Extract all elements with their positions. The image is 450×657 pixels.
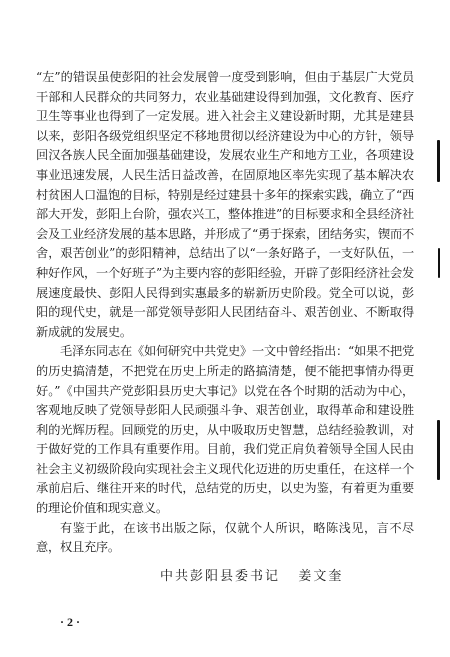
paragraph-1: “左”的错误虽使彭阳的社会发展曾一度受到影响，但由于基层广大党员干部和人民群众的共同努力，农业基础建设得到加强，文化教育、医疗卫生等事业也得到了一定发展。进入社会主义建设新时期，尤其是建县以来，彭阳各级党组织坚定不移地贯彻以经济建设为中心的方针，领导回汉各族人民全面加强基础建设，发展农业生产和地方工业，各项建设事业迅速发展，人民生活日益改善，在固原地区率先实现了基本解决农村贫困人口温饱的目标，特别是经过建县十多年的探索实践，确立了“西部大开发，彭阳上台阶，强农兴工，整体推进”的目标要求和全县经济社会及工业经济发展的基本思路，并形成了“勇于探索，团结务实，锲而不舍，艰苦创业”的彭阳精神，总结出了以“一条好路子，一支好队伍，一种好作风，一个好班子”为主要内容的彭阳经验，开辟了彭阳经济社会发展速度最快、彭阳人民得到实惠最多的崭新历史阶段。党全可以说，彭阳的现代史，就是一部党领导彭阳人民团结奋斗、艰苦创业、不断取得新成就的发展史。 [36, 70, 414, 339]
author-signature: 中共彭阳县委书记 姜文奎 [160, 569, 344, 584]
scan-mark [438, 248, 440, 278]
page-number: · 2 · [60, 615, 81, 629]
paragraph-2: 毛泽东同志在《如何研究中共党史》一文中曾经指出：“如果不把党的历史搞清楚，不把党在历史上所走的路搞清楚，便不能把事情办得更好。”《中国共产党彭阳县历史大事记》以党在各个时期的活动为中心，客观地反映了党领导彭阳人民顽强斗争、艰苦创业，取得革命和建设胜利的光辉历程。回顾党的历史，从中吸取历史智慧，总结经验教训，对于做好党的工作具有重要作用。目前，我们党正肩负着领导全国人民由社会主义初级阶段向实现社会主义现代化迈进的历史重任，在这样一个承前启后、继往开来的时代，总结党的历史，以史为鉴，有着更为重要的理论价值和现实意义。 [36, 344, 414, 516]
preface-body [36, 68, 414, 558]
paragraph-3: 有鉴于此，在该书出版之际，仅就个人所识，略陈浅见，言不尽意，权且充序。 [36, 520, 414, 555]
scan-mark [437, 420, 440, 480]
scan-mark [437, 140, 440, 182]
